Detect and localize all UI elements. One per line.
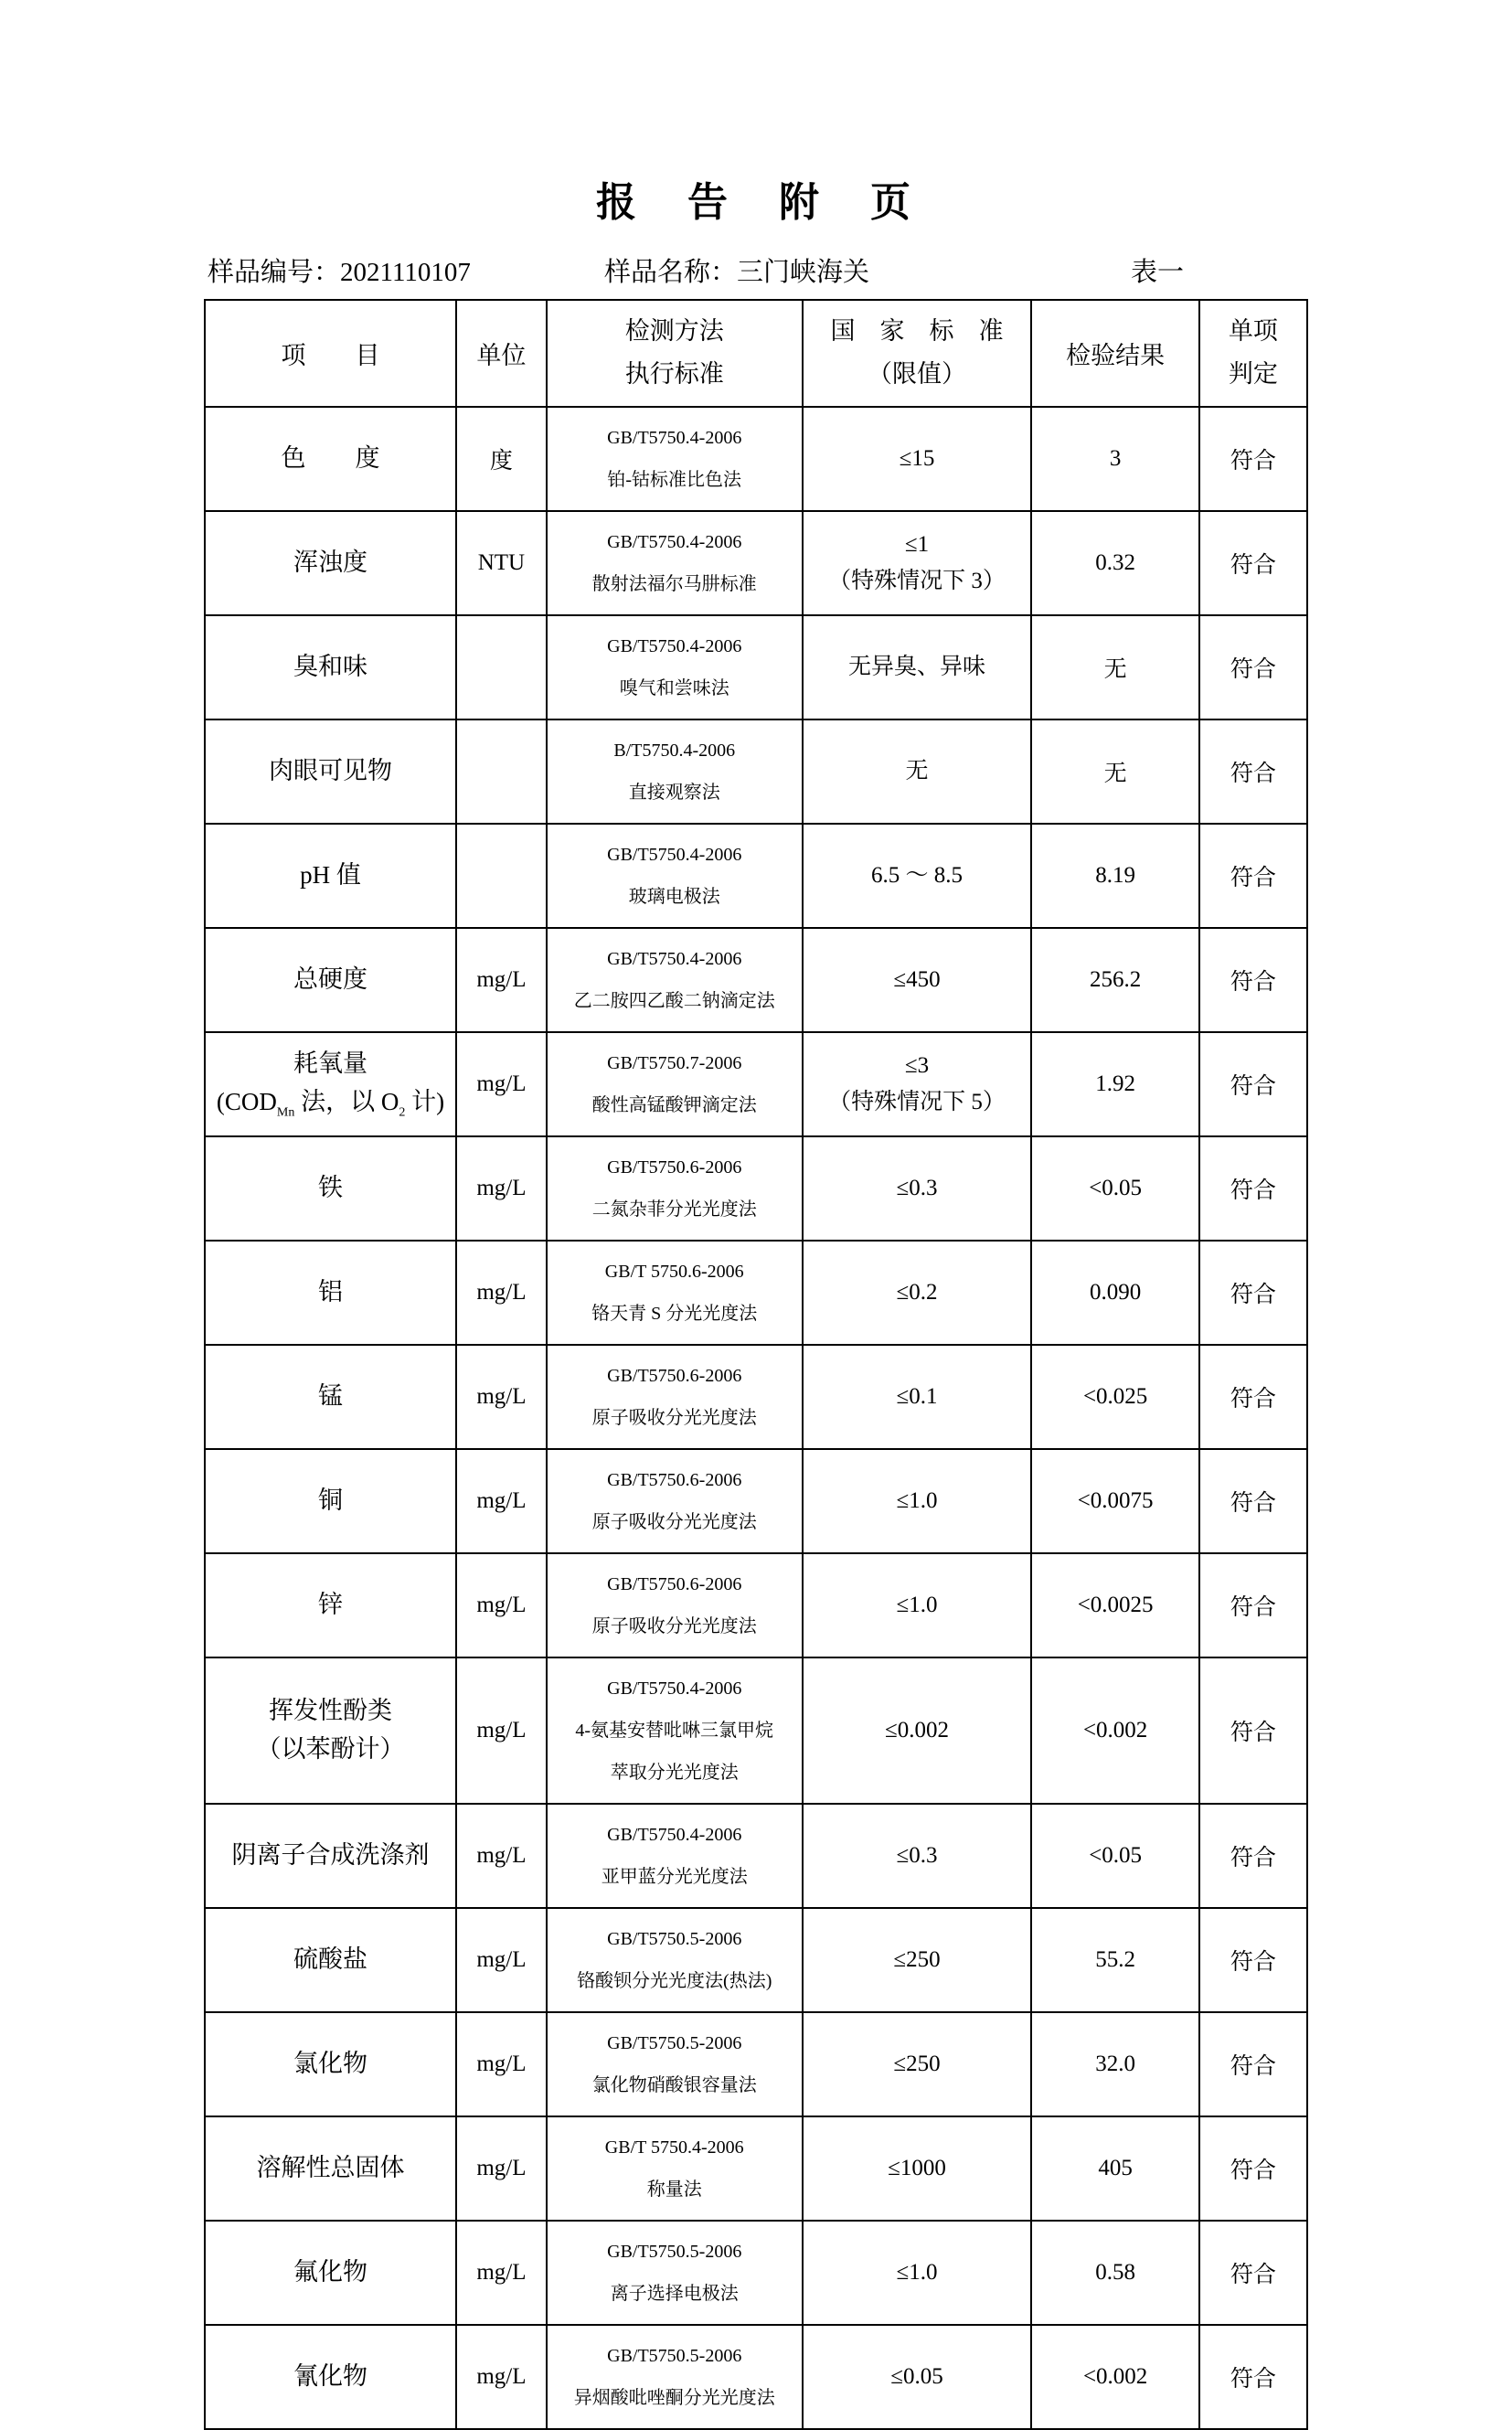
cell-judgment: 符合 (1199, 407, 1307, 511)
cell-judgment: 符合 (1199, 928, 1307, 1032)
cell-item: 氯化物 (205, 2012, 456, 2116)
cell-result: 32.0 (1031, 2012, 1198, 2116)
cell-method: GB/T5750.4-2006 4-氨基安替吡啉三氯甲烷 萃取分光光度法 (547, 1657, 803, 1804)
cell-standard-limit: ≤1 （特殊情况下 3） (803, 511, 1032, 615)
cell-item: 铜 (205, 1449, 456, 1553)
table-row (205, 719, 1307, 824)
cell-standard-limit: ≤0.3 (803, 1804, 1032, 1908)
cell-result: <0.002 (1031, 1657, 1198, 1804)
cell-item: 挥发性酚类 （以苯酚计） (205, 1657, 456, 1804)
cell-judgment: 符合 (1199, 511, 1307, 615)
cell-standard-limit: 无 (803, 719, 1032, 824)
cell-method: GB/T5750.4-2006 亚甲蓝分光光度法 (547, 1804, 803, 1908)
table-row (205, 1136, 1307, 1241)
cell-unit: mg/L (456, 2012, 547, 2116)
cell-judgment: 符合 (1199, 1032, 1307, 1136)
cell-standard-limit: ≤250 (803, 1908, 1032, 2012)
table-row (205, 407, 1307, 511)
table-row (205, 1032, 1307, 1136)
cell-method: GB/T 5750.4-2006 称量法 (547, 2116, 803, 2221)
table-row (205, 928, 1307, 1032)
sample-number-label: 样品编号： (208, 258, 341, 287)
cell-method: GB/T5750.4-2006 玻璃电极法 (547, 824, 803, 928)
header-method: 检测方法 执行标准 (547, 300, 803, 407)
table-row (205, 1449, 1307, 1553)
cell-method: GB/T5750.7-2006 酸性高锰酸钾滴定法 (547, 1032, 803, 1136)
cell-unit: mg/L (456, 1657, 547, 1804)
cell-unit: mg/L (456, 1032, 547, 1136)
header-row (205, 300, 1307, 407)
cell-method: GB/T5750.6-2006 原子吸收分光光度法 (547, 1449, 803, 1553)
cell-unit: mg/L (456, 1136, 547, 1241)
cell-unit: mg/L (456, 1804, 547, 1908)
cell-item: 锰 (205, 1345, 456, 1449)
table-row (205, 1345, 1307, 1449)
cell-standard-limit: ≤1.0 (803, 2221, 1032, 2325)
cell-judgment: 符合 (1199, 1657, 1307, 1804)
table-row (205, 1553, 1307, 1657)
cell-result: 无 (1031, 719, 1198, 824)
cell-method: GB/T5750.6-2006 二氮杂菲分光光度法 (547, 1136, 803, 1241)
cell-standard-limit: ≤250 (803, 2012, 1032, 2116)
cell-item: 铁 (205, 1136, 456, 1241)
cell-unit: mg/L (456, 1241, 547, 1345)
table-row (205, 1241, 1307, 1345)
cell-judgment: 符合 (1199, 719, 1307, 824)
cell-unit (456, 615, 547, 719)
table-row (205, 511, 1307, 615)
cell-result: <0.025 (1031, 1345, 1198, 1449)
cell-standard-limit: ≤0.2 (803, 1241, 1032, 1345)
cell-judgment: 符合 (1199, 2116, 1307, 2221)
cell-result: 0.090 (1031, 1241, 1198, 1345)
header-judgment: 单项 判定 (1199, 300, 1307, 407)
cell-standard-limit: 6.5 ～ 8.5 (803, 824, 1032, 928)
cell-result: 55.2 (1031, 1908, 1198, 2012)
header-result: 检验结果 (1031, 300, 1198, 407)
cell-result: 256.2 (1031, 928, 1198, 1032)
cell-method: GB/T5750.4-2006 嗅气和尝味法 (547, 615, 803, 719)
cell-method: GB/T5750.5-2006 铬酸钡分光光度法(热法) (547, 1908, 803, 2012)
table-row (205, 1657, 1307, 1804)
cell-standard-limit: ≤0.05 (803, 2325, 1032, 2429)
cell-judgment: 符合 (1199, 2221, 1307, 2325)
table-row (205, 1804, 1307, 1908)
cell-judgment: 符合 (1199, 824, 1307, 928)
cell-unit: 度 (456, 407, 547, 511)
cell-judgment: 符合 (1199, 615, 1307, 719)
cell-result: 1.92 (1031, 1032, 1198, 1136)
cell-result: <0.05 (1031, 1136, 1198, 1241)
cell-judgment: 符合 (1199, 1241, 1307, 1345)
cell-result: 0.58 (1031, 2221, 1198, 2325)
cell-item: 氟化物 (205, 2221, 456, 2325)
cell-item: 耗氧量 ($COD_{Mn}$ 法，以 $O_2$ 计) (205, 1032, 456, 1136)
page-title: 报 告 附 页 (596, 180, 916, 225)
cell-unit: mg/L (456, 1553, 547, 1657)
cell-item: 硫酸盐 (205, 1908, 456, 2012)
table-row (205, 2221, 1307, 2325)
cell-standard-limit: ≤0.3 (803, 1136, 1032, 1241)
cell-item: 锌 (205, 1553, 456, 1657)
cell-item: 臭和味 (205, 615, 456, 719)
cell-method: GB/T5750.5-2006 氯化物硝酸银容量法 (547, 2012, 803, 2116)
cell-item: 浑浊度 (205, 511, 456, 615)
cell-unit: NTU (456, 511, 547, 615)
sample-name-value: 三门峡海关 (737, 258, 870, 287)
cell-unit: mg/L (456, 2221, 547, 2325)
cell-judgment: 符合 (1199, 1804, 1307, 1908)
cell-judgment: 符合 (1199, 2012, 1307, 2116)
cell-item: 氰化物 (205, 2325, 456, 2429)
cell-standard-limit: ≤3 （特殊情况下 5） (803, 1032, 1032, 1136)
cell-unit: mg/L (456, 2116, 547, 2221)
cell-item: 肉眼可见物 (205, 719, 456, 824)
cell-result: <0.002 (1031, 2325, 1198, 2429)
header-unit: 单位 (456, 300, 547, 407)
cell-item: 溶解性总固体 (205, 2116, 456, 2221)
cell-judgment: 符合 (1199, 1449, 1307, 1553)
cell-result: 405 (1031, 2116, 1198, 2221)
results-table (204, 299, 1308, 2430)
cell-unit: mg/L (456, 1908, 547, 2012)
cell-method: GB/T5750.4-2006 散射法福尔马肼标准 (547, 511, 803, 615)
cell-unit: mg/L (456, 928, 547, 1032)
cell-item: 阴离子合成洗涤剂 (205, 1804, 456, 1908)
cell-standard-limit: ≤1.0 (803, 1553, 1032, 1657)
sample-number-value: 2021110107 (340, 258, 471, 287)
cell-judgment: 符合 (1199, 1908, 1307, 2012)
cell-unit: mg/L (456, 1345, 547, 1449)
sample-number-field (208, 251, 471, 289)
header-standard: 国 家 标 准 （限值） (803, 300, 1032, 407)
table-row (205, 615, 1307, 719)
cell-standard-limit: 无异臭、异味 (803, 615, 1032, 719)
cell-method: GB/T 5750.6-2006 铬天青 S 分光光度法 (547, 1241, 803, 1345)
cell-result: 0.32 (1031, 511, 1198, 615)
table-row (205, 2116, 1307, 2221)
header-item: 项 目 (205, 300, 456, 407)
cell-unit (456, 719, 547, 824)
cell-standard-limit: ≤15 (803, 407, 1032, 511)
table-row (205, 824, 1307, 928)
cell-item: 铝 (205, 1241, 456, 1345)
cell-item: 总硬度 (205, 928, 456, 1032)
cell-method: GB/T5750.6-2006 原子吸收分光光度法 (547, 1345, 803, 1449)
table-reference-label: 表一 (1131, 258, 1185, 287)
cell-judgment: 符合 (1199, 1136, 1307, 1241)
cell-standard-limit: ≤1000 (803, 2116, 1032, 2221)
cell-result: <0.0075 (1031, 1449, 1198, 1553)
cell-standard-limit: ≤0.002 (803, 1657, 1032, 1804)
cell-result: 无 (1031, 615, 1198, 719)
table-row (205, 2325, 1307, 2429)
cell-unit: mg/L (456, 1449, 547, 1553)
cell-item: 色 度 (205, 407, 456, 511)
cell-unit (456, 824, 547, 928)
sample-info-row (204, 251, 1308, 290)
cell-method: GB/T5750.5-2006 异烟酸吡唑酮分光光度法 (547, 2325, 803, 2429)
sample-name-field (604, 251, 869, 289)
cell-judgment: 符合 (1199, 1345, 1307, 1449)
cell-result: 3 (1031, 407, 1198, 511)
cell-method: GB/T5750.4-2006 乙二胺四乙酸二钠滴定法 (547, 928, 803, 1032)
cell-unit: mg/L (456, 2325, 547, 2429)
cell-method: GB/T5750.4-2006 铂-钴标准比色法 (547, 407, 803, 511)
table-row (205, 1908, 1307, 2012)
cell-method: GB/T5750.5-2006 离子选择电极法 (547, 2221, 803, 2325)
table-row (205, 2012, 1307, 2116)
sample-name-label: 样品名称： (604, 258, 738, 287)
cell-method: GB/T5750.6-2006 原子吸收分光光度法 (547, 1553, 803, 1657)
cell-standard-limit: ≤450 (803, 928, 1032, 1032)
cell-result: <0.0025 (1031, 1553, 1198, 1657)
cell-standard-limit: ≤0.1 (803, 1345, 1032, 1449)
cell-result: 8.19 (1031, 824, 1198, 928)
cell-method: B/T5750.4-2006 直接观察法 (547, 719, 803, 824)
cell-judgment: 符合 (1199, 2325, 1307, 2429)
cell-result: <0.05 (1031, 1804, 1198, 1908)
cell-item: pH 值 (205, 824, 456, 928)
cell-judgment: 符合 (1199, 1553, 1307, 1657)
cell-standard-limit: ≤1.0 (803, 1449, 1032, 1553)
